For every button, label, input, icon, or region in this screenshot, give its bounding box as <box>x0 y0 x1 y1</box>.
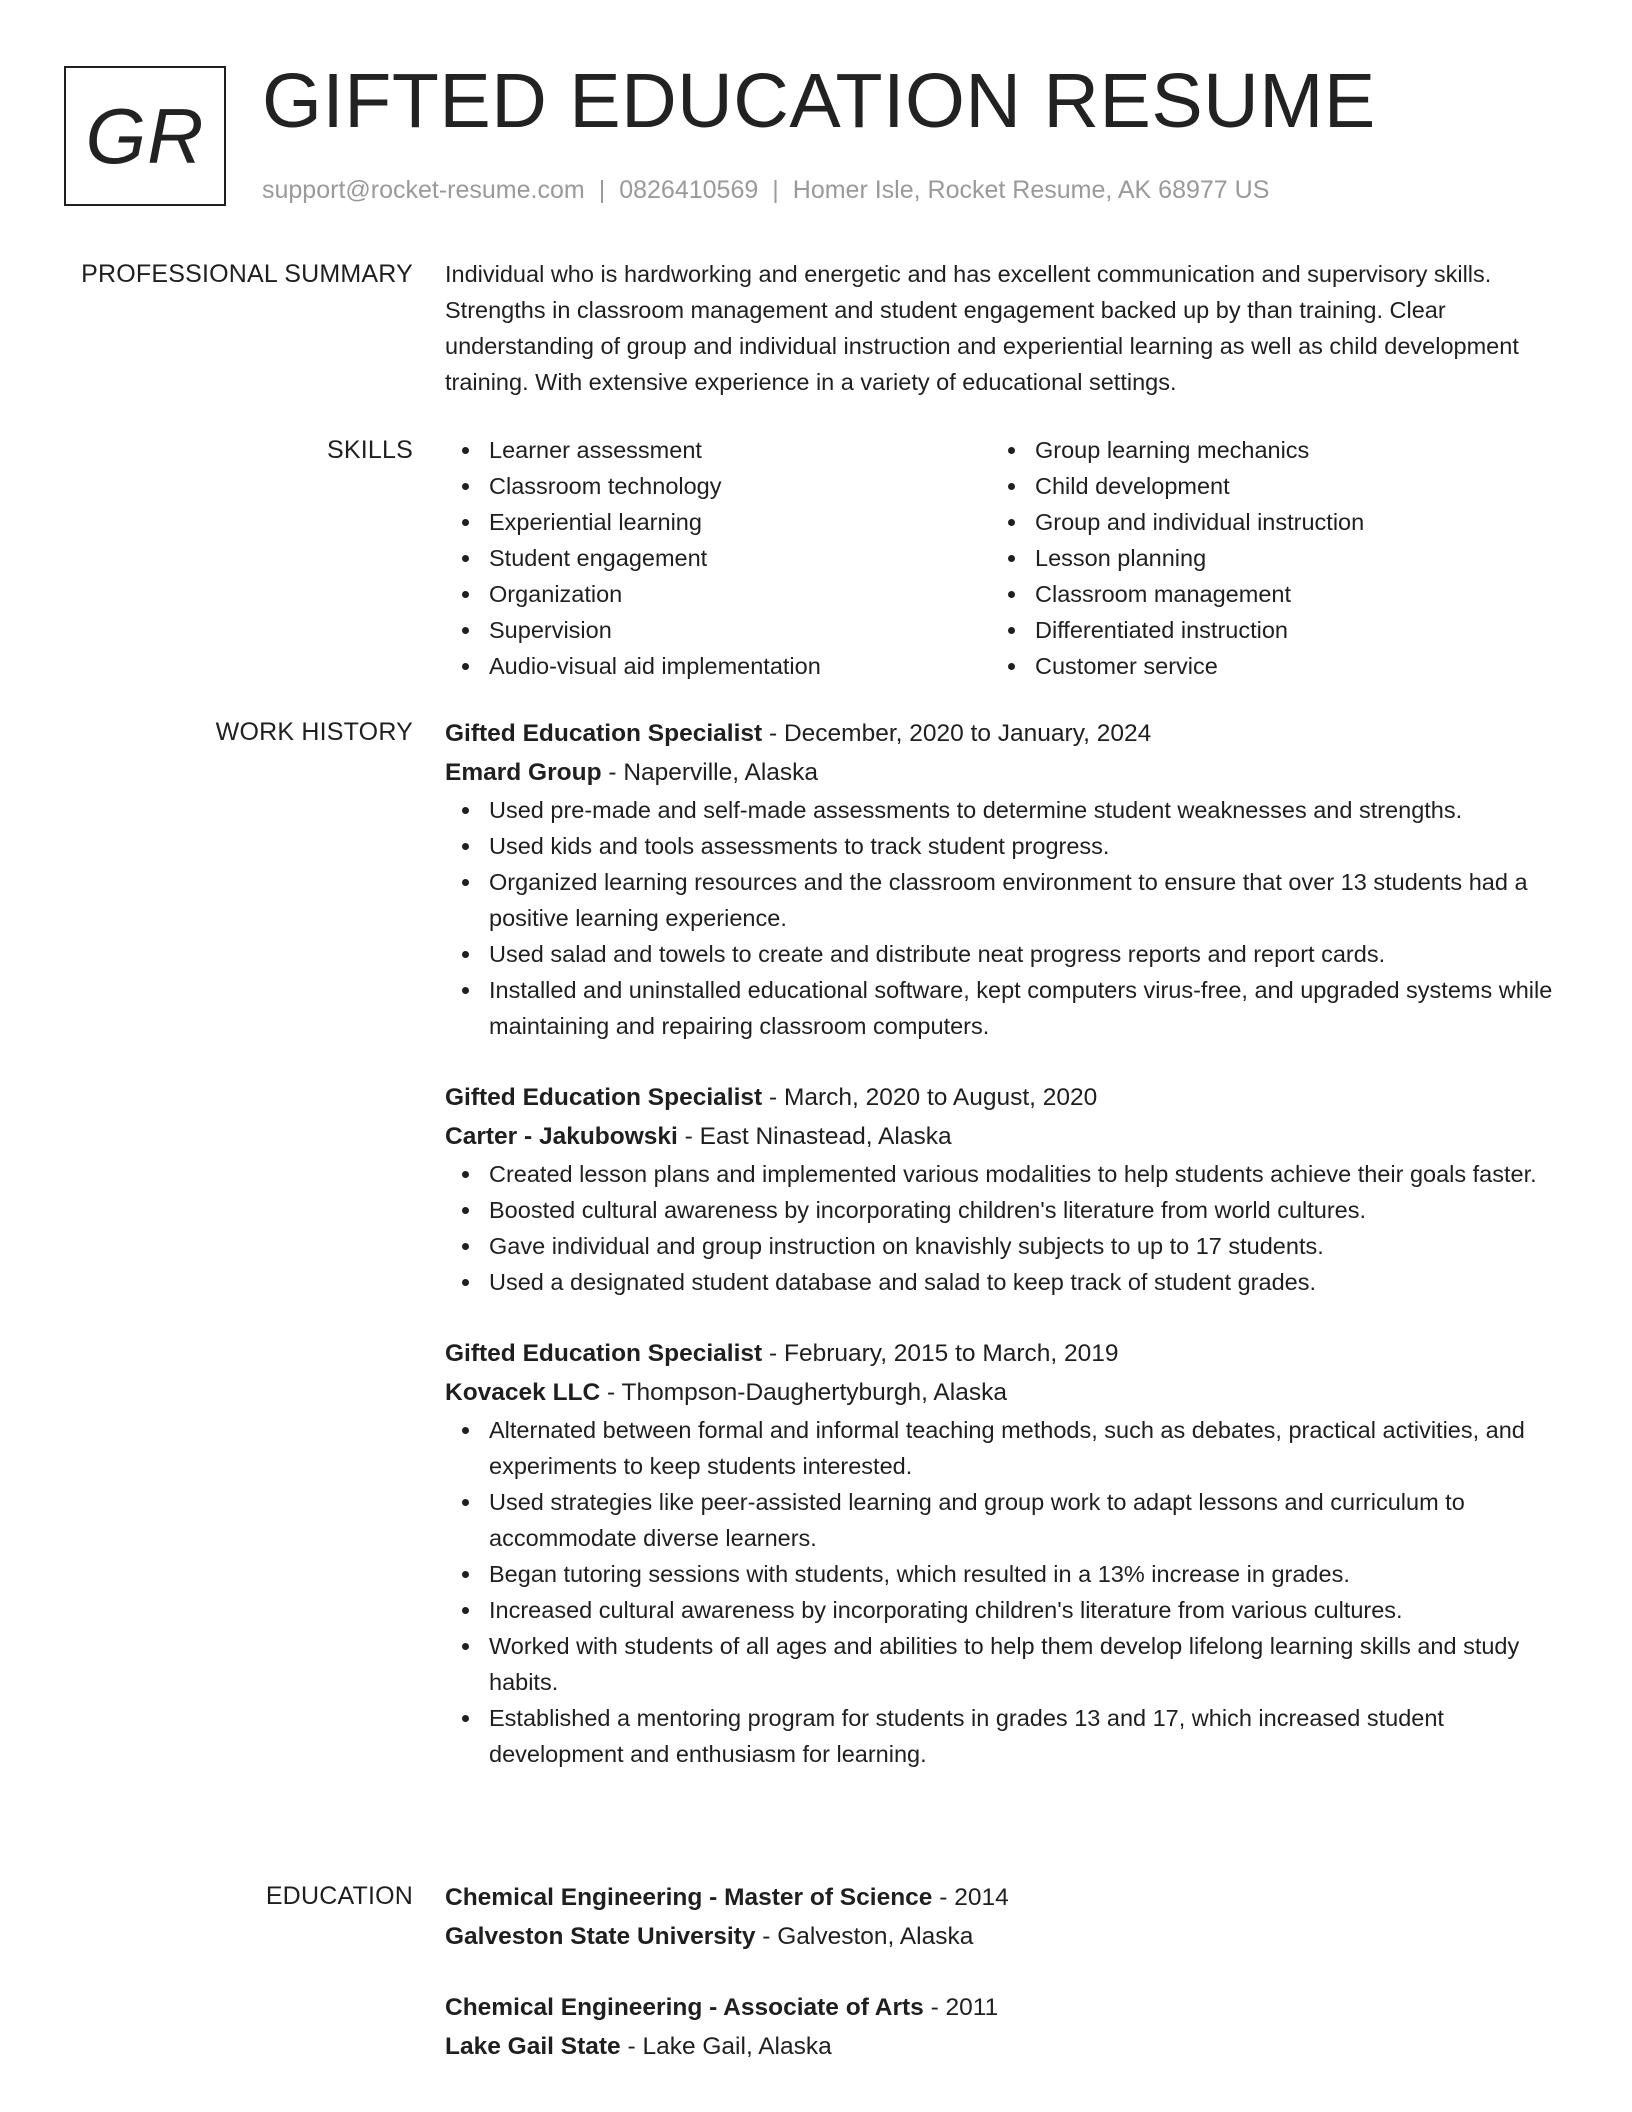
job-bullet: Organized learning resources and the classroom environment to ensure that over 13 students had a positive learning experience. <box>445 864 1570 936</box>
job-dates: - December, 2020 to January, 2024 <box>762 720 1152 747</box>
contact-separator: | <box>772 176 779 204</box>
skill-item: Experiential learning <box>445 504 991 540</box>
job-company: Kovacek LLC <box>445 1379 601 1406</box>
skill-item: Customer service <box>991 648 1537 684</box>
school-location: - Lake Gail, Alaska <box>620 2033 832 2060</box>
contact-email[interactable]: support@rocket-resume.com <box>262 176 585 204</box>
degree-year: - 2011 <box>923 1994 999 2021</box>
job-location: - Thompson-Daughertyburgh, Alaska <box>600 1379 1007 1406</box>
job-location: - East Ninastead, Alaska <box>677 1123 952 1150</box>
job-entry <box>445 1078 1570 1300</box>
job-title-line <box>445 1078 1570 1117</box>
section-label-summary: PROFESSIONAL SUMMARY <box>81 260 413 288</box>
job-dates: - February, 2015 to March, 2019 <box>762 1340 1119 1367</box>
contact-phone[interactable]: 0826410569 <box>619 176 759 204</box>
skill-item: Differentiated instruction <box>991 612 1537 648</box>
contact-address: Homer Isle, Rocket Resume, AK 68977 US <box>792 176 1270 204</box>
job-bullet: Began tutoring sessions with students, which resulted in a 13% increase in grades. <box>445 1556 1570 1592</box>
job-company-line <box>445 753 1570 792</box>
job-title: Gifted Education Specialist <box>445 720 763 747</box>
degree-year: - 2014 <box>932 1884 1009 1911</box>
summary-text: Individual who is hardworking and energetic and has excellent communication and supervisory skills. Strengths in classroom management and student engagement backed up by than training. Clear understanding of group and individual instruction and experiential learning as well as child development training. With extensive experience in a variety of educational settings. <box>445 261 1519 395</box>
job-bullet: Alternated between formal and informal teaching methods, such as debates, practical activities, and experiments to keep students interested. <box>445 1412 1570 1484</box>
skill-item: Group learning mechanics <box>991 432 1537 468</box>
job-location: - Naperville, Alaska <box>601 759 819 786</box>
school: Galveston State University <box>445 1923 756 1950</box>
job-company: Carter - Jakubowski <box>445 1123 678 1150</box>
skill-item: Child development <box>991 468 1537 504</box>
job-entry <box>445 714 1570 1044</box>
school-line <box>445 1917 1570 1956</box>
job-bullet: Used strategies like peer-assisted learning and group work to adapt lessons and curriculum to accommodate diverse learners. <box>445 1484 1570 1556</box>
education-entry <box>445 1878 1570 1956</box>
skills-list-left <box>445 432 991 684</box>
school-location: - Galveston, Alaska <box>755 1923 974 1950</box>
summary-body <box>445 256 1570 400</box>
contact-separator: | <box>598 176 606 204</box>
job-bullets <box>445 1412 1570 1772</box>
skills-body <box>445 432 1570 684</box>
monogram-box <box>64 66 226 206</box>
degree: Chemical Engineering - Master of Science <box>445 1884 933 1911</box>
school-line <box>445 2027 1570 2066</box>
skill-item: Classroom technology <box>445 468 991 504</box>
education-entry <box>445 1988 1570 2066</box>
skills-grid <box>445 432 1570 684</box>
degree-line <box>445 1988 1570 2027</box>
job-bullet: Gave individual and group instruction on knavishly subjects to up to 17 students. <box>445 1228 1570 1264</box>
monogram-initials: GR <box>85 91 205 180</box>
job-bullet: Boosted cultural awareness by incorporating children's literature from world cultures. <box>445 1192 1570 1228</box>
job-bullet: Worked with students of all ages and abilities to help them develop lifelong learning skills and study habits. <box>445 1628 1570 1700</box>
skill-item: Learner assessment <box>445 432 991 468</box>
skills-list-right <box>991 432 1537 684</box>
job-bullet: Used kids and tools assessments to track student progress. <box>445 828 1570 864</box>
skill-item: Student engagement <box>445 540 991 576</box>
job-bullet: Created lesson plans and implemented various modalities to help students achieve their goals faster. <box>445 1156 1570 1192</box>
job-bullet: Increased cultural awareness by incorporating children's literature from various cultures. <box>445 1592 1570 1628</box>
skill-item: Organization <box>445 576 991 612</box>
job-title-line <box>445 1334 1570 1373</box>
job-title: Gifted Education Specialist <box>445 1340 763 1367</box>
job-bullets <box>445 1156 1570 1300</box>
job-dates: - March, 2020 to August, 2020 <box>762 1084 1098 1111</box>
job-bullet: Used a designated student database and salad to keep track of student grades. <box>445 1264 1570 1300</box>
school: Lake Gail State <box>445 2033 621 2060</box>
degree: Chemical Engineering - Associate of Arts <box>445 1994 924 2021</box>
section-label-education: EDUCATION <box>265 1882 413 1910</box>
job-title-line <box>445 714 1570 753</box>
job-bullet: Established a mentoring program for students in grades 13 and 17, which increased student development and enthusiasm for learning. <box>445 1700 1570 1772</box>
degree-line <box>445 1878 1570 1917</box>
job-entry <box>445 1334 1570 1772</box>
job-bullets <box>445 792 1570 1044</box>
work-history-body <box>445 714 1570 1772</box>
skill-item: Group and individual instruction <box>991 504 1537 540</box>
contact-line <box>262 174 1269 206</box>
job-company-line <box>445 1373 1570 1412</box>
section-label-work-history: WORK HISTORY <box>215 718 413 746</box>
job-company: Emard Group <box>445 759 602 786</box>
skill-item: Supervision <box>445 612 991 648</box>
skill-item: Classroom management <box>991 576 1537 612</box>
job-bullet: Used pre-made and self-made assessments to determine student weaknesses and strengths. <box>445 792 1570 828</box>
skill-item: Audio-visual aid implementation <box>445 648 991 684</box>
job-bullet: Installed and uninstalled educational software, kept computers virus-free, and upgraded systems while maintaining and repairing classroom computers. <box>445 972 1570 1044</box>
section-label-skills: SKILLS <box>327 436 413 464</box>
job-title: Gifted Education Specialist <box>445 1084 763 1111</box>
skill-item: Lesson planning <box>991 540 1537 576</box>
education-body <box>445 1878 1570 2066</box>
job-bullet: Used salad and towels to create and distribute neat progress reports and report cards. <box>445 936 1570 972</box>
resume-title: GIFTED EDUCATION RESUME <box>262 58 1376 144</box>
job-company-line <box>445 1117 1570 1156</box>
